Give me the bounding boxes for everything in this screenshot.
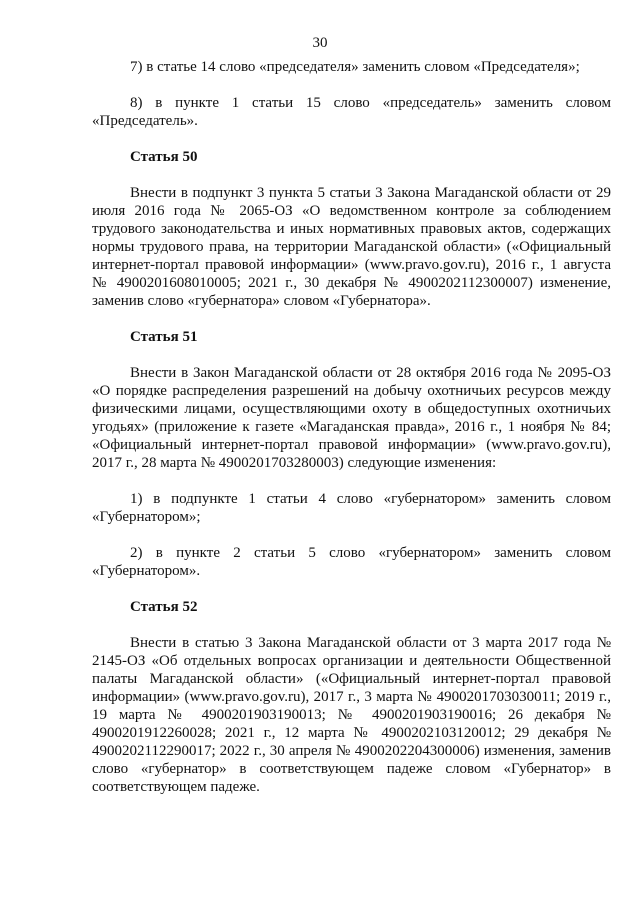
article-heading-51: Статья 51 (130, 329, 198, 345)
list-item-7: 7) в статье 14 слово «председателя» заменить словом «Председателя»; (130, 59, 580, 75)
page-number: 30 (312, 35, 328, 51)
article-heading-52: Статья 52 (130, 599, 198, 615)
document-body (92, 58, 611, 796)
article-51-text: Внести в Закон Магаданской области от 28 октября 2016 года № 2095-ОЗ «О порядке распределения разрешений на добычу охотничьих ресурсов между физическими лицами, осуществляющими охоту в общедоступных охотничьих угодьях» (приложение к газете «Магаданская правда», 2016 г., 1 ноября № 84; «Официальный интернет-портал правовой информации» (www.pravo.gov.ru), 2017 г., 28 марта № 4900201703280003) следующие изменения: (92, 365, 611, 471)
article-50-text: Внести в подпункт 3 пункта 5 статьи 3 Закона Магаданской области от 29 июля 2016 года № 2065-ОЗ «О ведомственном контроле за соблюдением трудового законодательства и иных нормативных правовых актов, содержащих нормы трудового права, на территории Магаданской области» («Официальный интернет-портал правовой информации» (www.pravo.gov.ru), 2016 г., 1 августа № 4900201608010005; 2021 г., 30 декабря № 4900202112300007) изменение, заменив слово «губернатора» словом «Губернатора». (92, 185, 611, 309)
article-heading-50: Статья 50 (130, 149, 198, 165)
article-52-text: Внести в статью 3 Закона Магаданской области от 3 марта 2017 года № 2145-ОЗ «Об отдельных вопросах организации и деятельности Общественной палаты Магаданской области» («Официальный интернет-портал правовой информации» (www.pravo.gov.ru), 2017 г., 3 марта № 4900201703030011; 2019 г., 19 марта № 4900201903190013; № 4900201903190016; 26 декабря № 4900201912260028; 2021 г., 12 марта № 4900202103120012; 29 декабря № 4900202112290017; 2022 г., 30 апреля № 4900202204300006) изменения, заменив слово «губернатор» в соответствующем падеже словом «Губернатор» в соответствующем падеже. (92, 635, 611, 795)
list-item-8: 8) в пункте 1 статьи 15 слово «председатель» заменить словом «Председатель». (92, 95, 611, 129)
list-item-2: 2) в пункте 2 статьи 5 слово «губернатором» заменить словом «Губернатором». (92, 545, 611, 579)
list-item-1: 1) в подпункте 1 статьи 4 слово «губернатором» заменить словом «Губернатором»; (92, 491, 611, 525)
